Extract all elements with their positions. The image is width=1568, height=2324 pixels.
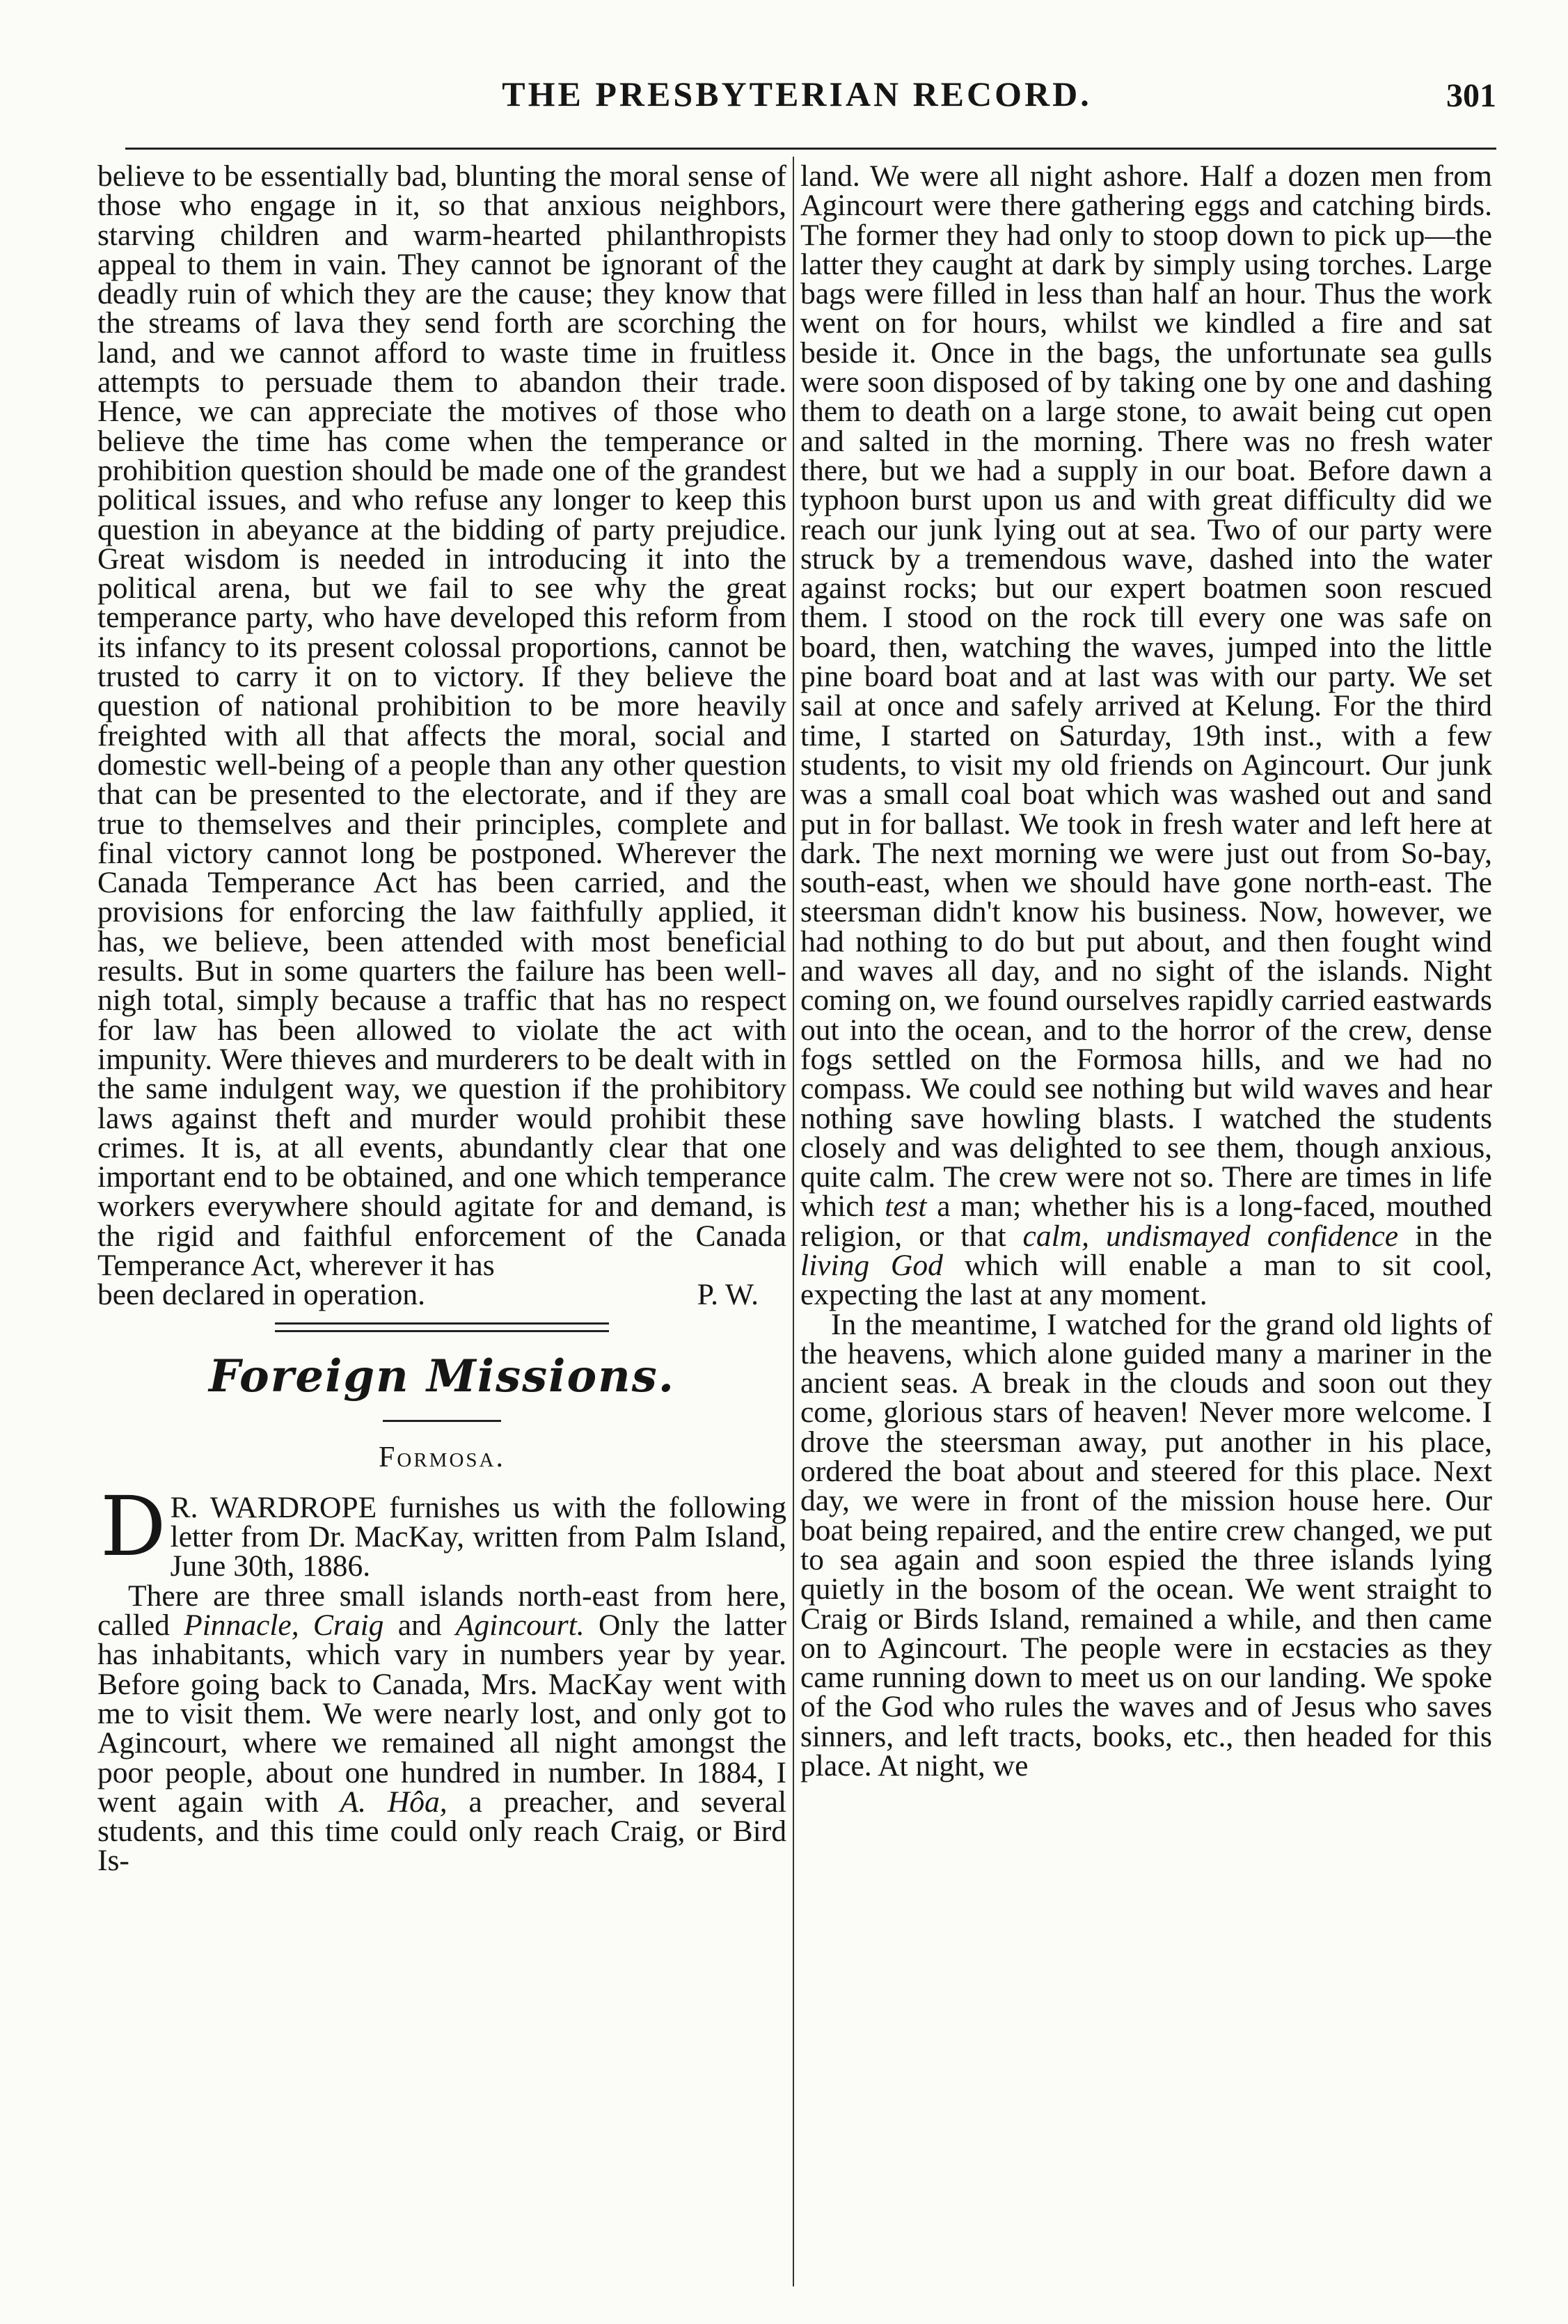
letter-text: a preacher, and several students, and this time could only reach Craig, or Bird Is- — [97, 1785, 786, 1878]
intro-paragraph — [97, 1478, 786, 1583]
letter-text: in the — [1415, 1219, 1492, 1253]
page-header — [97, 70, 1496, 132]
letter-text: which will enable a man to sit cool, expecting the last at any moment. — [800, 1248, 1492, 1312]
heading-rule — [383, 1420, 501, 1422]
page-number: 301 — [1446, 77, 1496, 114]
drop-cap-letter: D — [100, 1478, 166, 1574]
letter-paragraph — [97, 1581, 786, 1876]
letter-text: a man; whether his is a long-faced, mouthed religion, or that — [800, 1189, 1492, 1253]
italic-island-name: Agincourt. — [455, 1608, 585, 1643]
letter-text: land. We were all night ashore. Half a dozen men from Agincourt were there gathering eggs and catching birds. The former they had only to stoop down to pick up—the latter they caught at dark by simply using torches. Large bags were filled in less than half an hour. Thus the work went on for hours, whilst we kindled a fire and sat beside it. Once in the bags, the unfortunate sea gulls were soon disposed of by taking one by one and dashing them to death on a large stone, to await being cut open and salted in the morning. There was no fresh water there, but we had a supply in our boat. Before dawn a typhoon burst upon us and with great difficulty did we reach our junk lying out at sea. Two of our party were struck by a tremendous wave, dashed into the water against rocks; but our expert boatmen soon rescued them. I stood on the rock till every one was safe on board, then, watching the waves, jumped into the little pine board boat and at last was with our party. We set sail at once and safely arrived at Kelung. For the third time, I started on Saturday, 19th inst., with a few students, to visit my old friends on Agincourt. Our junk was a small coal boat which was washed out and sand put in for ballast. We took in fresh water and left here at dark. The next morning we were just out from So-bay, south-east, when we should have gone north-east. The steersman didn't know his business. Now, however, we had nothing to do but put about, and then fought wind and waves all day, and no sight of the islands. Night coming on, we found ourselves rapidly carried eastwards out into the ocean, and to the horror of the crew, dense fogs settled on the Formosa hills, and we had no compass. We could see nothing but wild waves and hear nothing save howling blasts. I watched the students closely and was delighted to see them, though anxious, quite calm. The crew were not so. There are times in life which — [800, 161, 1492, 1224]
italic-phrase: living God — [800, 1248, 943, 1282]
italic-island-names: Pinnacle, Craig — [184, 1608, 384, 1643]
editorial-paragraph: believe to be essentially bad, blunting the moral sense of those who engage in it, so that anxious neighbors, starving children and warm-hearted philanthropists appeal to them in vain. They cannot be ignorant of the deadly ruin of which they are the cause; they know that the streams of lava they send forth are scorching the land, and we cannot afford to waste time in fruitless attempts to persuade them to abandon their trade. Hence, we can appreciate the motives of those who believe the time has come when the temperance or prohibition question should be made one of the grandest political issues, and who refuse any longer to keep this question in abeyance at the bidding of party prejudice. Great wisdom is needed in introducing it into the political arena, but we fail to see why the great temperance party, who have developed this reform from its infancy to its present colossal proportions, cannot be trusted to carry it on to victory. If they believe the question of national prohibition to be more heavily freighted with all that affects the moral, social and domestic well-being of a people than any other question that can be presented to the electorate, and if they are true to themselves and their principles, complete and final victory cannot long be postponed. Wherever the Canada Temperance Act has been carried, and the provisions for enforcing the law faithfully applied, it has, we believe, been attended with most beneficial results. But in some quarters the failure has been well-nigh total, simply because a traffic that has no respect for law has been allowed to violate the act with impunity. Were thieves and murderers to be dealt with in the same indulgent way, we question if the prohibitory laws against theft and murder would prohibit these crimes. It is, at all events, abundantly clear that one important end to be obtained, and one which temperance workers everywhere should agitate for and demand, is the rigid and faithful enforcement of the Canada Temperance Act, wherever it has — [97, 161, 786, 1282]
right-column — [800, 161, 1492, 2277]
letter-continuation-paragraph — [800, 161, 1492, 1310]
running-title: THE PRESBYTERIAN RECORD. — [502, 74, 1092, 113]
sub-heading: Formosa. — [379, 1441, 505, 1473]
header-rule — [125, 148, 1496, 150]
letter-text: and — [397, 1608, 442, 1643]
italic-phrase: calm, undismayed confidence — [1022, 1219, 1399, 1253]
author-signature: P. W. — [697, 1278, 759, 1312]
letter-paragraph: In the meantime, I watched for the grand old lights of the heavens, which alone guided many a mariner in the ancient seas. A break in the clouds and soon out they come, glorious stars of heaven! Never more welcome. I drove the steersman away, put another in his place, ordered the boat about and steered for this place. Next day, we were in front of the mission house here. Our boat being repaired, and the entire crew changed, we put to sea again and soon espied the three islands lying quietly in the bosom of the ocean. We went straight to Craig or Birds Island, remained a while, and then came on to Agincourt. The people were in ecstacies as they came running down to meet us on our landing. We spoke of the God who rules the waves and of Jesus who saves sinners, and left tracts, books, etc., then headed for this place. At night, we — [800, 1307, 1492, 1783]
column-divider — [793, 157, 794, 2286]
signature-line — [97, 1278, 786, 1312]
intro-text: R. WARDROPE furnishes us with the following letter from Dr. MacKay, written from Palm Island, June 30th, 1886. — [170, 1490, 786, 1583]
closing-text: been declared in operation. — [97, 1278, 426, 1312]
letter-text: There are three small islands north-east from here, called — [97, 1579, 786, 1643]
section-divider — [275, 1322, 609, 1332]
italic-person-name: A. Hôa, — [340, 1785, 448, 1819]
italic-word: test — [885, 1189, 927, 1224]
section-heading: Foreign Missions. — [209, 1350, 675, 1402]
letter-text: Only the latter has inhabitants, which vary in numbers year by year. Before going back to Canada, Mrs. MacKay went with me to visit them. We were nearly lost, and only got to Agincourt, where we remained all night amongst the poor people, about one hundred in number. In 1884, I went again with — [97, 1608, 786, 1819]
left-column — [97, 161, 786, 2277]
